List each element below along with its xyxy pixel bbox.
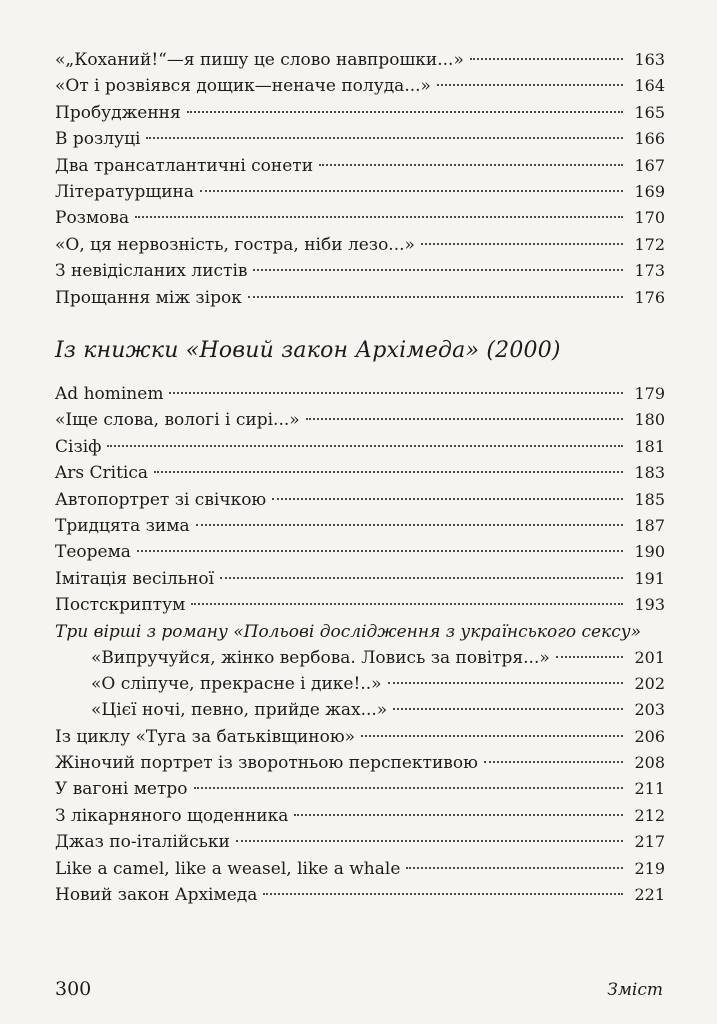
running-title: Зміст: [607, 980, 663, 1000]
toc-entry: [55, 407, 665, 433]
toc-entry: [55, 434, 665, 460]
toc-entry-page: 163: [634, 50, 665, 69]
toc-entry-page: 185: [634, 489, 665, 509]
leader-dots: [248, 296, 623, 298]
leader-dots: [187, 111, 623, 113]
leader-dots: [361, 735, 623, 737]
toc-entry-page: 211: [634, 779, 665, 799]
toc-entry-title: Теорема: [55, 542, 131, 563]
leader-dots: [484, 761, 623, 763]
toc-entry-page: 179: [634, 384, 665, 403]
toc-entry-title: Постскриптум: [55, 595, 186, 616]
toc-entry-page: 191: [634, 568, 665, 588]
leader-dots: [194, 787, 623, 789]
toc-entry-title: Імітація весільної: [55, 568, 215, 589]
toc-entry: [55, 285, 665, 311]
toc-block-2: [55, 381, 665, 908]
leader-dots: [196, 524, 623, 526]
leader-dots: [393, 708, 623, 710]
toc-entry-title: «От і розвіявся дощик—неначе полуда...»: [55, 76, 431, 97]
toc-entry-page: 190: [634, 542, 665, 562]
toc-entry: [55, 513, 665, 539]
toc-entry: [55, 856, 665, 882]
toc-entry: [55, 671, 665, 697]
toc-entry-page: 206: [634, 726, 665, 746]
toc-entry: [55, 179, 665, 205]
subsection-heading-row: [55, 619, 665, 645]
toc-entry: [55, 829, 665, 855]
leader-dots: [220, 577, 623, 579]
toc-entry-page: 217: [634, 832, 665, 852]
toc-entry: [55, 566, 665, 592]
toc-entry: [55, 776, 665, 802]
toc-entry-page: 203: [634, 700, 665, 720]
toc-entry: [55, 232, 665, 258]
toc-entry-title: Пробудження: [55, 102, 181, 123]
toc-entry: [55, 882, 665, 908]
toc-entry-title: У вагоні метро: [55, 779, 188, 800]
toc-entry: [55, 645, 665, 671]
toc-entry-title: «Цієї ночі, певно, прийде жах...»: [91, 700, 388, 721]
toc-entry-title: «Іще слова, вологі і сирі...»: [55, 410, 300, 431]
toc-entry-page: 164: [634, 76, 665, 96]
leader-dots: [272, 498, 623, 500]
toc-entry-page: 187: [634, 515, 665, 535]
toc-entry-page: 181: [634, 436, 665, 456]
toc-entry: [55, 47, 665, 73]
page-number: 300: [55, 978, 92, 1000]
toc-entry-title: Прощання між зірок: [55, 287, 242, 308]
toc-entry: [55, 750, 665, 776]
leader-dots: [406, 867, 623, 869]
leader-dots: [319, 164, 623, 166]
leader-dots: [294, 814, 623, 816]
leader-dots: [137, 550, 623, 552]
toc-entry-title: Ars Critica: [55, 463, 149, 484]
toc-entry-title: Розмова: [55, 208, 130, 229]
toc-entry-page: 166: [634, 129, 665, 149]
section-heading: Із книжки «Новий закон Архімеда» (2000): [55, 338, 561, 363]
toc-entry-title: «О сліпуче, прекрасне і дике!..»: [91, 673, 382, 694]
leader-dots: [421, 243, 623, 245]
toc-entry: [55, 487, 665, 513]
toc-entry: [55, 73, 665, 99]
toc-entry-page: 180: [634, 410, 665, 430]
toc-entry-page: 176: [634, 287, 665, 307]
toc-entry: [55, 592, 665, 618]
leader-dots: [437, 84, 623, 86]
toc-entry-page: 201: [634, 647, 665, 667]
subsection-heading: Три вірші з роману «Польові дослідження з українського сексу»: [55, 621, 641, 642]
toc-entry-title: З лікарняного щоденника: [55, 805, 289, 826]
toc-entry-page: 219: [634, 858, 665, 878]
toc-entry: [55, 126, 665, 152]
toc-entry-title: Жіночий портрет із зворотньою перспективою: [55, 753, 478, 774]
toc-entry: [55, 100, 665, 126]
toc-entry: [55, 258, 665, 284]
leader-dots: [191, 603, 623, 605]
leader-dots: [154, 471, 623, 473]
toc-entry-title: Like a camel, like a weasel, like a whale: [55, 858, 401, 879]
toc-entry: [55, 381, 665, 407]
toc-block-1: [55, 47, 665, 311]
toc-entry-title: Автопортрет зі свічкою: [55, 489, 267, 510]
toc-entry-title: «О, ця нервозність, гостра, ніби лезо...»: [55, 234, 415, 255]
toc-entry-page: 212: [634, 805, 665, 825]
leader-dots: [169, 392, 623, 394]
toc-entry-page: 208: [634, 753, 665, 773]
toc-entry-title: В розлуці: [55, 129, 141, 150]
toc-entry: [55, 539, 665, 565]
toc-entry: [55, 153, 665, 179]
toc-entry-title: Два трансатлантичні сонети: [55, 155, 314, 176]
toc-entry-title: Літературщина: [55, 181, 194, 202]
toc-entry: [55, 205, 665, 231]
toc-entry-page: 167: [634, 155, 665, 175]
toc-entry-title: Джаз по-італійськи: [55, 832, 230, 853]
toc-entry-page: 173: [634, 261, 665, 281]
leader-dots: [135, 216, 623, 218]
leader-dots: [470, 58, 623, 60]
toc-entry: [55, 724, 665, 750]
leader-dots: [388, 682, 623, 684]
leader-dots: [200, 190, 623, 192]
toc-entry-title: Новий закон Архімеда: [55, 885, 258, 906]
toc-entry-page: 165: [634, 102, 665, 122]
toc-entry-page: 170: [634, 208, 665, 228]
toc-entry-page: 169: [634, 181, 665, 201]
toc-entry-title: Ad hominem: [55, 384, 164, 404]
toc-entry-page: 202: [634, 673, 665, 693]
toc-entry-title: Із циклу «Туга за батьківщиною»: [55, 726, 356, 747]
toc-entry-title: Сізіф: [55, 436, 102, 457]
toc-entry-page: 221: [634, 885, 665, 905]
toc-entry-title: З невідісланих листів: [55, 261, 248, 282]
leader-dots: [306, 418, 623, 420]
toc-entry-page: 183: [634, 463, 665, 483]
leader-dots: [253, 269, 623, 271]
toc-entry: [55, 803, 665, 829]
toc-entry-page: 193: [634, 595, 665, 615]
leader-dots: [107, 445, 623, 447]
leader-dots: [263, 893, 623, 895]
leader-dots: [556, 656, 623, 658]
toc-entry: [55, 697, 665, 723]
leader-dots: [236, 840, 623, 842]
toc-entry-title: Тридцята зима: [55, 515, 190, 536]
toc-entry-page: 172: [634, 234, 665, 254]
leader-dots: [146, 137, 623, 139]
toc-entry: [55, 460, 665, 486]
toc-entry-title: «„Коханий!“—я пишу це слово навпрошки...»: [55, 50, 464, 70]
toc-entry-title: «Випручуйся, жінко вербова. Ловись за повітря...»: [91, 647, 550, 668]
